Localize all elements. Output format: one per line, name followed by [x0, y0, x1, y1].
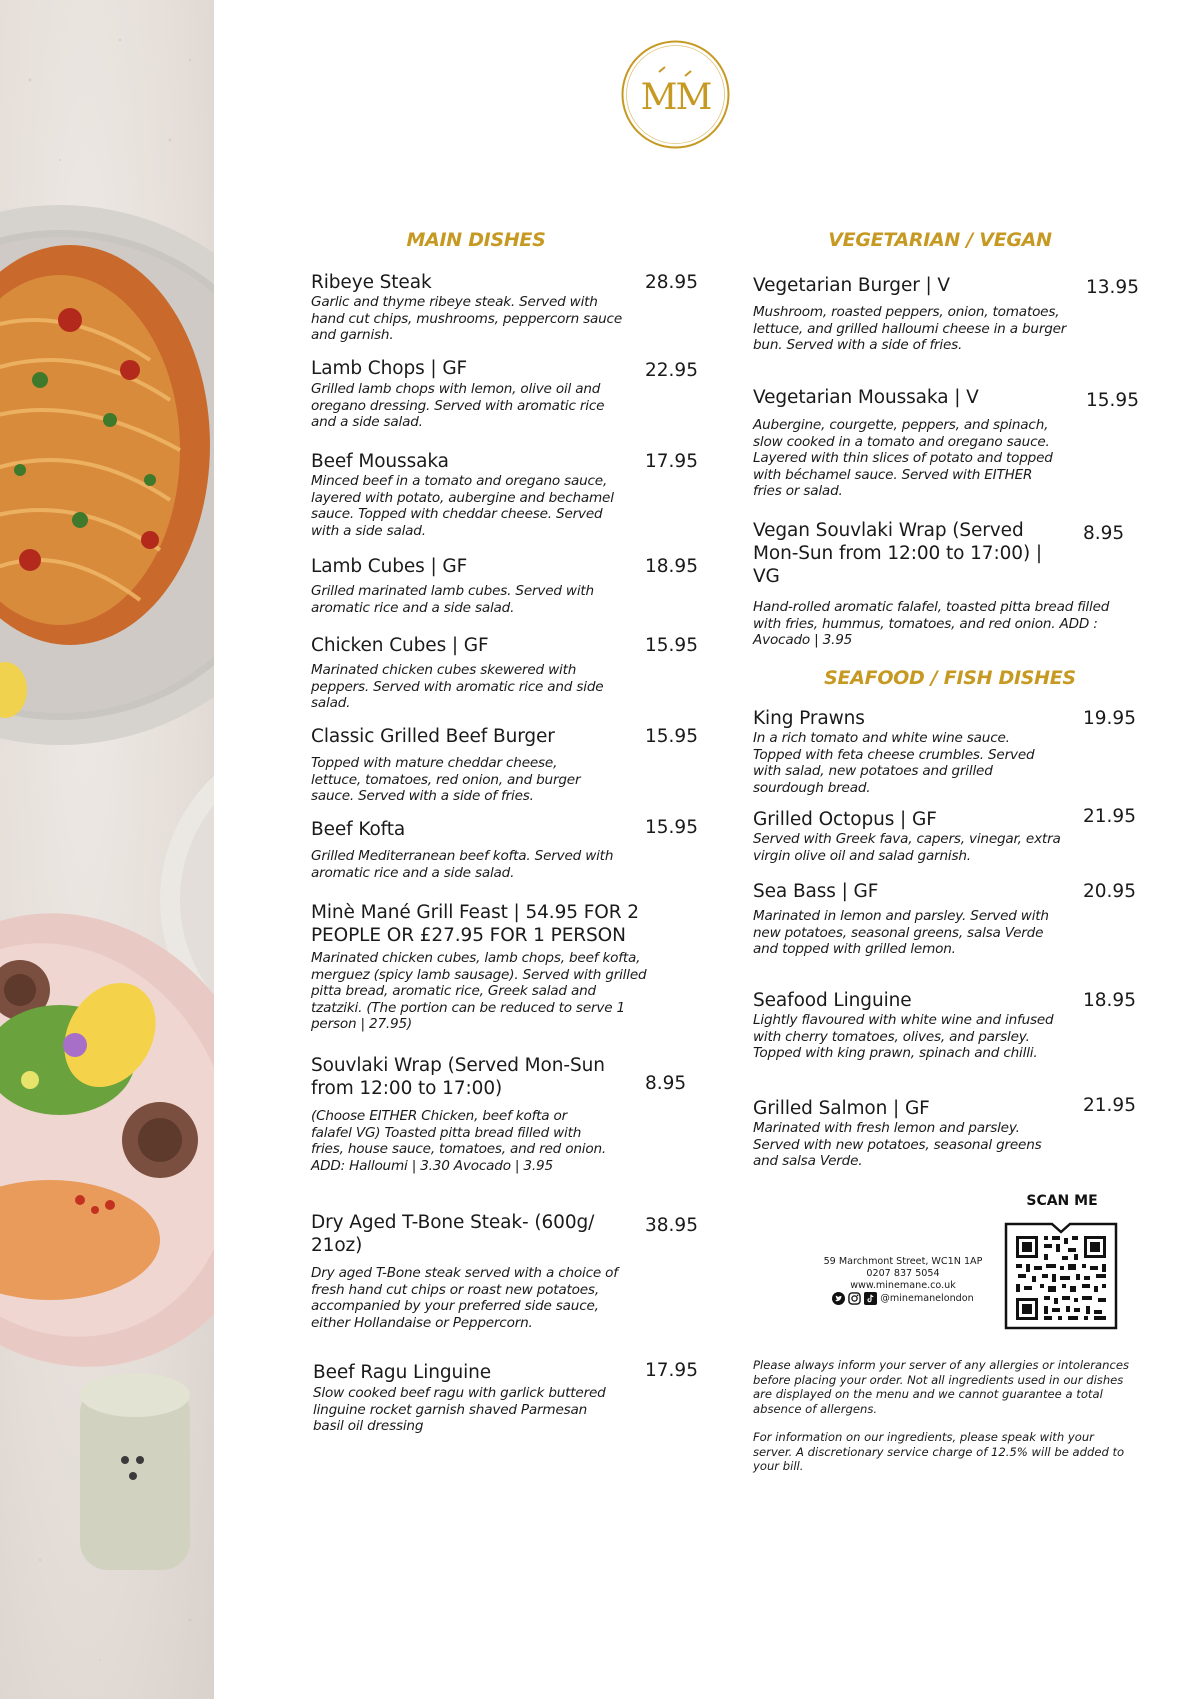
item-description: Served with Greek fava, capers, vinegar, extra virgin olive oil and salad garnish.: [753, 831, 1061, 864]
menu-item-chicken-cubes: [311, 634, 711, 712]
phone-number[interactable]: 0207 837 5054: [866, 1268, 940, 1279]
menu-item-sea-bass: [753, 880, 1143, 958]
item-price: 15.95: [1086, 390, 1139, 411]
item-price: 22.95: [645, 360, 698, 381]
menu-item-souvlaki-wrap: [311, 1054, 711, 1174]
item-description: Lightly flavoured with white wine and infused with cherry tomatoes, olives, and parsley. Topped with king prawn, spinach and chilli.: [753, 1012, 1054, 1062]
menu-item-ribeye-steak: [311, 271, 711, 344]
item-name: Grilled Octopus | GF: [753, 809, 937, 830]
qr-code[interactable]: [1004, 1216, 1118, 1330]
item-price: 28.95: [645, 272, 698, 293]
item-name: Beef Kofta: [311, 819, 406, 840]
item-name: King Prawns: [753, 708, 865, 729]
item-name: Vegan Souvlaki Wrap (Served Mon-Sun from 12:00 to 17:00) | VG: [753, 520, 1042, 587]
item-price: 21.95: [1083, 1095, 1136, 1116]
item-description: In a rich tomato and white wine sauce. Topped with feta cheese crumbles. Served with salad, new potatoes and grilled sourdough bread.: [753, 730, 1035, 796]
menu-item-beef-kofta: [311, 818, 711, 881]
scan-me-label: SCAN ME: [1026, 1193, 1098, 1209]
item-name: Chicken Cubes | GF: [311, 635, 489, 656]
item-description: Minced beef in a tomato and oregano sauce, layered with potato, aubergine and bechamel sauce. Topped with cheddar cheese. Served with a side salad.: [311, 473, 614, 539]
item-name: Vegetarian Burger | V: [753, 275, 950, 296]
item-price: 21.95: [1083, 806, 1136, 827]
item-price: 15.95: [645, 817, 698, 838]
item-price: 20.95: [1083, 881, 1136, 902]
item-name: Sea Bass | GF: [753, 881, 879, 902]
social-handle[interactable]: @minemanelondon: [880, 1292, 974, 1304]
social-row: [808, 1292, 998, 1305]
item-name: Beef Ragu Linguine: [313, 1362, 492, 1383]
item-description: Grilled Mediterranean beef kofta. Served with aromatic rice and a side salad.: [311, 848, 614, 881]
item-description: Grilled marinated lamb cubes. Served with aromatic rice and a side salad.: [311, 583, 594, 616]
item-price: 19.95: [1083, 708, 1136, 729]
item-name: Lamb Chops | GF: [311, 358, 468, 379]
section-title-seafood-fish: SEAFOOD / FISH DISHES: [824, 667, 1076, 689]
item-price: 17.95: [645, 451, 698, 472]
menu-item-vegetarian-moussaka: [753, 386, 1143, 500]
menu-item-grilled-octopus: [753, 808, 1143, 864]
instagram-icon[interactable]: [848, 1292, 861, 1305]
item-price: 8.95: [645, 1073, 687, 1094]
item-description: (Choose EITHER Chicken, beef kofta or falafel VG) Toasted pitta bread filled with fries, house sauce, tomatoes, and red onion. ADD: Halloumi | 3.30 Avocado | 3.95: [311, 1108, 606, 1174]
website-link[interactable]: www.minemane.co.uk: [850, 1280, 956, 1291]
menu-item-lamb-chops: [311, 357, 711, 431]
food-photo-illustration: [0, 0, 214, 1699]
item-description: Topped with mature cheddar cheese, lettuce, tomatoes, red onion, and burger sauce. Served with a side of fries.: [311, 755, 581, 805]
service-charge-notice: For information on our ingredients, please speak with your server. A discretionary service charge of 12.5% will be added to your bill.: [753, 1430, 1125, 1473]
item-name: Seafood Linguine: [753, 990, 912, 1011]
contact-block: [808, 1256, 998, 1305]
logo-monogram: MM: [640, 77, 711, 118]
item-price: 13.95: [1086, 277, 1139, 298]
item-description: Marinated in lemon and parsley. Served with new potatoes, seasonal greens, salsa Verde and topped with grilled lemon.: [753, 908, 1049, 958]
menu-item-vegan-souvlaki-wrap: [753, 519, 1143, 649]
tiktok-icon[interactable]: [864, 1292, 877, 1305]
menu-item-t-bone-steak: [311, 1211, 711, 1331]
item-description: Garlic and thyme ribeye steak. Served with hand cut chips, mushrooms, peppercorn sauce and garnish.: [311, 294, 622, 344]
item-price: 18.95: [645, 556, 698, 577]
item-description: Aubergine, courgette, peppers, and spinach, slow cooked in a tomato and oregano sauce. Layered with thin slices of potato and topped with béchamel sauce. Served with EITHER fries or salad.: [753, 417, 1053, 500]
item-description: Dry aged T-Bone steak served with a choice of fresh hand cut chips or roast new potatoes, accompanied by your preferred side sauce, either Hollandaise or Peppercorn.: [311, 1265, 618, 1331]
brand-logo: [619, 38, 732, 151]
item-name: Beef Moussaka: [311, 451, 449, 472]
item-description: Mushroom, roasted peppers, onion, tomatoes, lettuce, and grilled halloumi cheese in a burger bun. Served with a side of fries.: [753, 304, 1067, 354]
menu-item-king-prawns: [753, 707, 1143, 796]
menu-item-classic-grilled-beef-burger: [311, 725, 711, 805]
item-price: 38.95: [645, 1215, 698, 1236]
allergy-notice: Please always inform your server of any allergies or intolerances before placing your order. Not all ingredients used in our dishes are displayed on the menu and we cannot guarantee a total absence of allergens.: [753, 1358, 1130, 1416]
address: 59 Marchmont Street, WC1N 1AP: [823, 1256, 983, 1267]
item-name: Minè Mané Grill Feast | 54.95 FOR 2 PEOPLE OR £27.95 FOR 1 PERSON: [311, 902, 639, 946]
menu-item-beef-ragu-linguine: [313, 1361, 713, 1435]
item-name: Souvlaki Wrap (Served Mon-Sun from 12:00 to 17:00): [311, 1055, 605, 1099]
item-name: Classic Grilled Beef Burger: [311, 726, 555, 747]
item-price: 15.95: [645, 726, 698, 747]
item-price: 18.95: [1083, 990, 1136, 1011]
item-name: Lamb Cubes | GF: [311, 556, 468, 577]
section-title-main-dishes: MAIN DISHES: [406, 229, 546, 251]
item-name: Grilled Salmon | GF: [753, 1098, 930, 1119]
item-description: Marinated chicken cubes skewered with peppers. Served with aromatic rice and side salad.: [311, 662, 604, 712]
item-price: 17.95: [645, 1360, 698, 1381]
menu-item-seafood-linguine: [753, 989, 1143, 1062]
menu-item-vegetarian-burger: [753, 274, 1143, 354]
item-description: Marinated with fresh lemon and parsley. Served with new potatoes, seasonal greens and salsa Verde.: [753, 1120, 1042, 1170]
menu-item-grilled-salmon: [753, 1097, 1143, 1170]
item-description: Grilled lamb chops with lemon, olive oil and oregano dressing. Served with aromatic rice and a side salad.: [311, 381, 605, 431]
twitter-icon[interactable]: [832, 1292, 845, 1305]
menu-item-lamb-cubes: [311, 555, 711, 616]
food-photo-strip: [0, 0, 214, 1699]
item-price: 15.95: [645, 635, 698, 656]
menu-item-grill-feast: [311, 901, 711, 1033]
menu-item-beef-moussaka: [311, 450, 711, 539]
item-description: Marinated chicken cubes, lamb chops, beef kofta, merguez (spicy lamb sausage). Served with grilled pitta bread, aromatic rice, Greek salad and tzatziki. (The portion can be reduced to serve 1 person | 27.95): [311, 950, 647, 1033]
item-name: Ribeye Steak: [311, 272, 432, 293]
item-price: 8.95: [1083, 523, 1125, 544]
item-name: Dry Aged T-Bone Steak- (600g/ 21oz): [311, 1212, 595, 1256]
section-title-vegetarian-vegan: VEGETARIAN / VEGAN: [828, 229, 1052, 251]
item-description: Slow cooked beef ragu with garlick buttered linguine rocket garnish shaved Parmesan basil oil dressing: [313, 1385, 606, 1435]
item-name: Vegetarian Moussaka | V: [753, 387, 979, 408]
item-description: Hand-rolled aromatic falafel, toasted pitta bread filled with fries, hummus, tomatoes, and red onion. ADD : Avocado | 3.95: [753, 599, 1110, 649]
